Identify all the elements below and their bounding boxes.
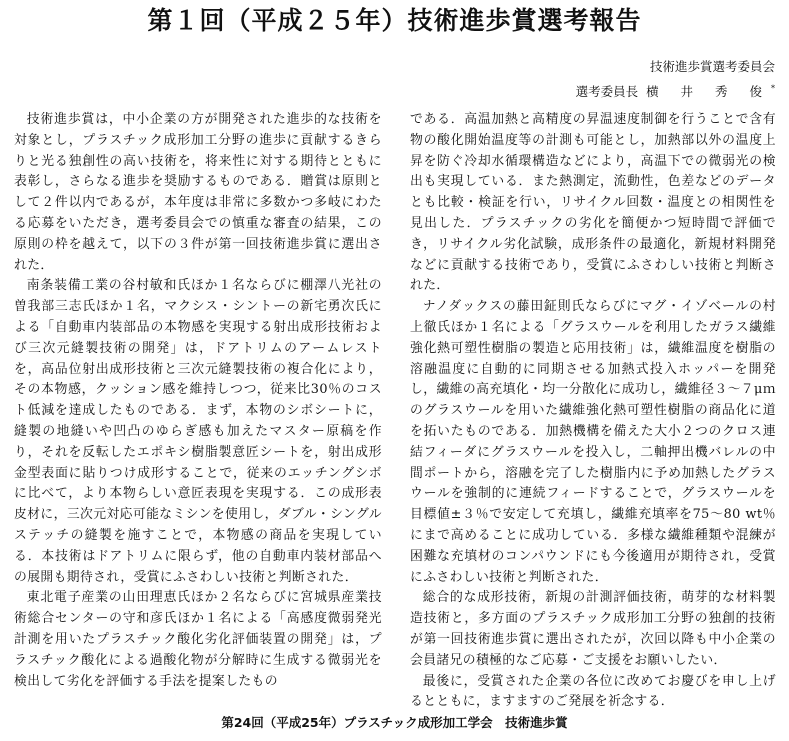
paragraph-award-2-cont: である．高温加熱と高精度の昇温速度制御を行うことで含有物の酸化開始温度等の計測も可能とし，加熱部以外の温度上昇を防ぐ冷却水循環構造などにより，高温下での微弱光の検出も実現している．また熱測定，流動性，色差などのデータとも比較・検証を行い，リサイクル回数・温度との相関性を見出した．プラスチックの劣化を簡便かつ短時間で評価でき，リサイクル劣化試験，成形条件の最適化，新規材料開発などに貢献する技術であり，受賞にふさわしい技術と判断された．	[410, 112, 776, 294]
chair-footnote-mark: *	[771, 84, 775, 93]
paragraph-intro: 技術進歩賞は，中小企業の方が開発された進歩的な技術を対象とし，プラスチック成形加工分野の進歩に貢献するきらりと光る独創性の高い技術を，将来性に対する期待とともに表彰し，さらなる進歩を奨励するものである．贈賞は原則として２件以内であるが，本年度は非常に多数かつ多岐にわたる応募をいただき，選考委員会での慎重な審査の結果，この原則の枠を越えて，以下の３件が第一回技術進歩賞に選出された．	[14, 112, 382, 273]
committee-chair	[415, 80, 775, 101]
paragraph-closing: 最後に，受賞された企業の各位に改めてお慶びを申し上げるとともに，ますますのご発展を祈念する．	[410, 673, 776, 710]
page-title: 第１回（平成２５年）技術進歩賞選考報告	[147, 6, 642, 35]
committee-name	[415, 58, 775, 76]
chair-name: 横 井 秀 俊	[646, 84, 771, 100]
paragraph-summary: 総合的な成形技術，新規の計測評価技術，萌芽的な材料製造技術と，多方面のプラスチック成形加工分野の独創的技術が第一回技術進歩賞に選出されたが，次回以降も中小企業の会員諸兄の積極的なご応募・ご支援をお願いしたい．	[410, 590, 776, 668]
paragraph-award-2-start: 東北電子産業の山田理恵氏ほか２名ならびに宮城県産業技術総合センターの守和彦氏ほか１名による「高感度微弱発光計測を用いたプラスチック酸化劣化評価装置の開発」は，プラスチック酸化による過酸化物が分解時に生成する微弱光を検出して劣化を評価する手法を提案したもの	[14, 590, 382, 689]
body-column-right	[410, 110, 776, 710]
page-footer: 第24回（平成25年）プラスチック成形加工学会 技術進歩賞	[221, 715, 568, 730]
committee-label: 技術進歩賞選考委員会	[649, 59, 775, 74]
chair-role: 選考委員長	[575, 84, 639, 100]
paragraph-award-3: ナノダックスの藤田鉦則氏ならびにマグ・イゾベールの村上徹氏ほか１名による「グラスウールを利用したガラス繊維強化熱可塑性樹脂の製造と応用技術」は，繊維温度を樹脂の溶融温度に自動的に同期させる加熱式投入ホッパーを開発し，繊維の高充填化・均一分散化に成功し，繊維径３～７μｍのグラスウールを用いた繊維強化熱可塑性樹脂の商品化に道を拓いたものである．加熱機構を備えた大小２つのクロス連結フィーダにグラスウールを投入し，二軸押出機バレルの中間ポートから，溶融を完了した樹脂内に予め加熱したグラスウールを強制的に連続フィードすることで，グラスウールを目標値±３％で安定して充填し，繊維充填率を75～80 wt％にまで高めることに成功している．多様な繊維種類や混練が困難な充填材のコンパウンドにも今後適用が期待され，受賞にふさわしい技術と判断された．	[410, 299, 776, 585]
paragraph-award-1: 南条装備工業の谷村敏和氏ほか１名ならびに棚澤八光社の曽我部三志氏ほか１名，マクシス・シントーの新宅勇次氏による「自動車内装部品の本物感を実現する射出成形技術および三次元縫製技術の開発」は，ドアトリムのアームレストを，高品位射出成形技術と三次元縫製技術の複合化により，その本物感，クッション感を維持しつつ，従来比30％のコスト低減を達成したものである．まず，本物のシボシートに，縫製の地縫いや凹凸のゆらぎ感も加えたマスター原稿を作り，それを反転したエポキシ樹脂製意匠シートを，射出成形金型表面に貼りつけ成形することで，従来のエッチングシボに比べて，より本物らしい意匠表現を実現する．この成形表皮材に，三次元対応可能なミシンを使用し，ダブル・シングルステッチの縫製を施すことで，本物感の商品を実現している．本技術はドアトリムに限らず，他の自動車内装材部品への展開も期待され，受賞にふさわしい技術と判断された．	[14, 278, 382, 585]
body-column-left	[14, 110, 382, 700]
